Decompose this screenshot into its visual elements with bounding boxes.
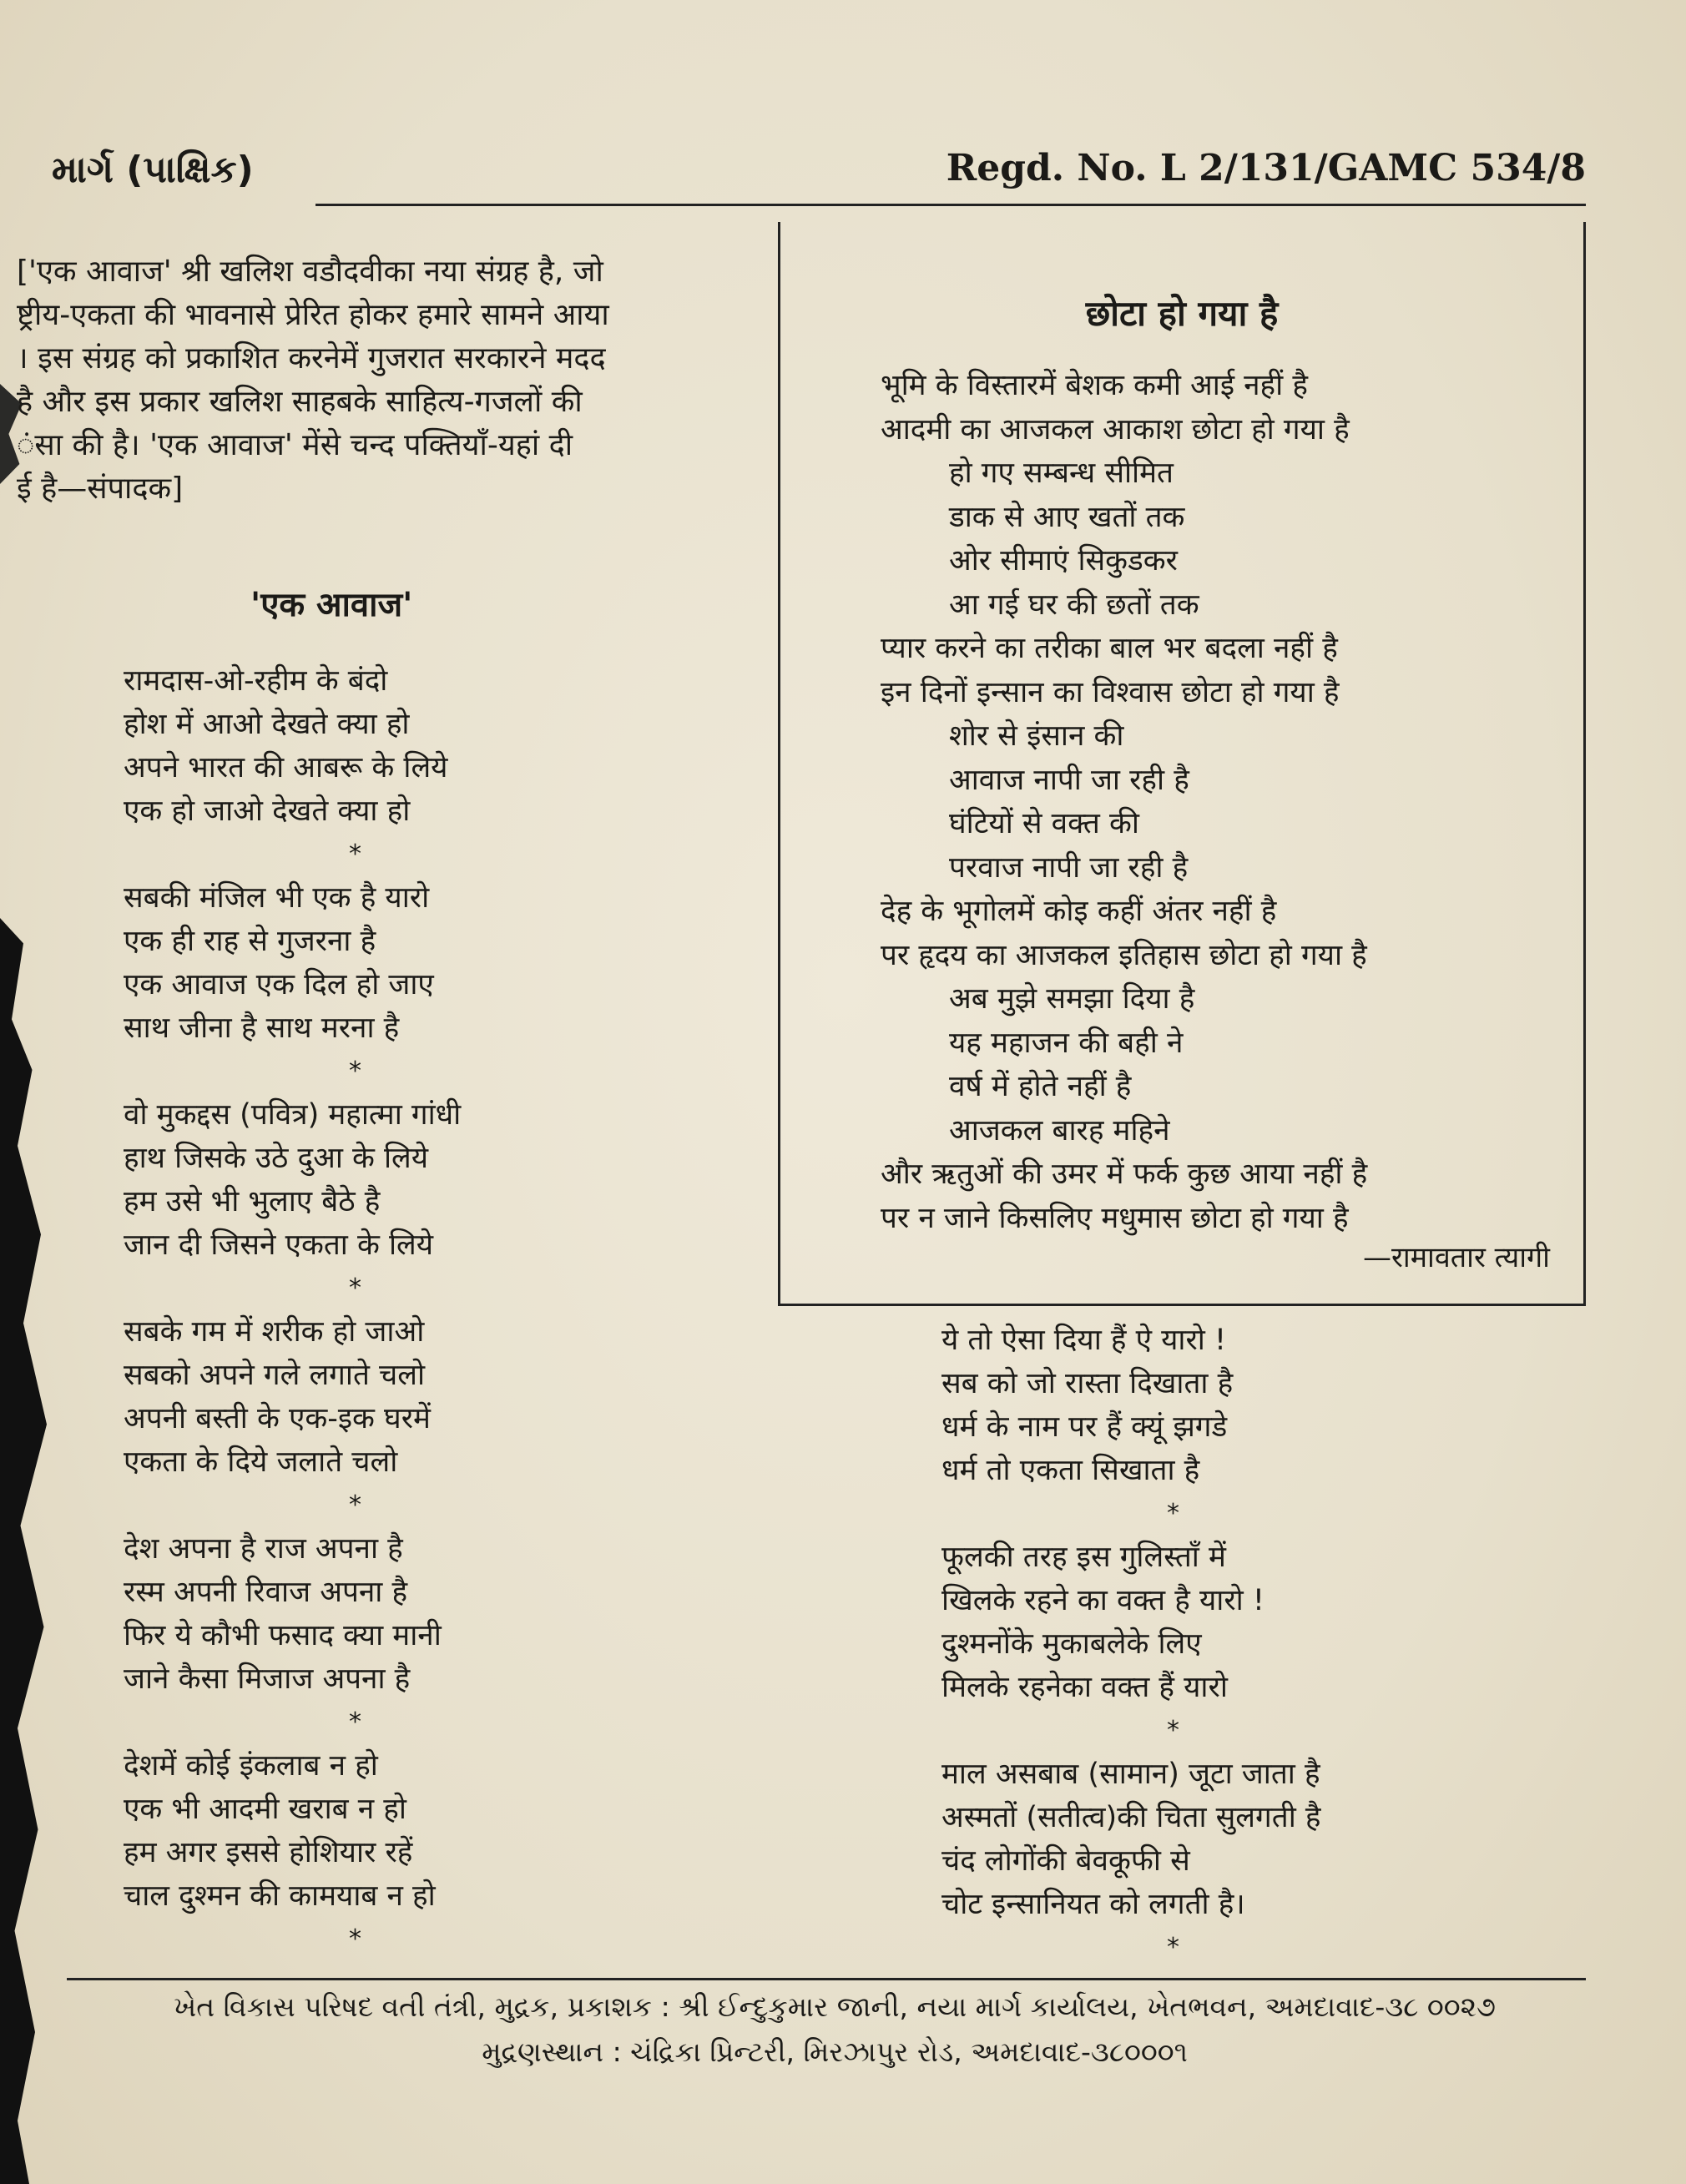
verse-line: साथ जीना है साथ मरना है xyxy=(124,1011,400,1045)
poem-line: और ऋतुओं की उमर में फर्क कुछ आया नहीं है xyxy=(881,1158,1368,1191)
verse-line: एक ही राह से गुजरना है xyxy=(124,925,376,958)
ek-awaz-title: 'एक आवाज' xyxy=(250,586,413,624)
verse-line: चाल दुश्मन की कामयाब न हो xyxy=(124,1879,436,1913)
verse-line: चोट इन्सानियत को लगती है। xyxy=(941,1888,1245,1921)
verse-line: एक भी आदमी खराब न हो xyxy=(124,1793,406,1826)
poem-line: प्यार करने का तरीका बाल भर बदला नहीं है xyxy=(881,632,1338,665)
verse-line: दुश्मनोंके मुकाबलेके लिए xyxy=(941,1627,1202,1661)
verse-line: रामदास-ओ-रहीम के बंदो xyxy=(124,664,388,698)
poem-line: डाक से आए खतों तक xyxy=(949,500,1185,534)
poem-line: परवाज नापी जा रही है xyxy=(949,850,1189,885)
verse-line: सबकी मंजिल भी एक है यारो xyxy=(124,881,430,915)
verse-line: सब को जो रास्ता दिखाता है xyxy=(941,1367,1234,1400)
stanza-separator: * xyxy=(349,1274,361,1303)
note-line: ['एक आवाज' श्री खलिश वडौदवीका नया संग्रह है, जो xyxy=(17,255,603,289)
note-line: ंसा की है। 'एक आवाज' मेंसे चन्द पक्तियाँ-यहां दी xyxy=(17,428,573,462)
stanza-separator: * xyxy=(349,1490,361,1520)
verse-line: फूलकी तरह इस गुलिस्ताँ में xyxy=(941,1541,1226,1574)
verse-line: हम अगर इससे होशियार रहें xyxy=(124,1836,413,1869)
poem-line: अब मुझे समझा दिया है xyxy=(949,982,1195,1016)
poem-line: आ गई घर की छतों तक xyxy=(949,588,1199,622)
verse-line: सबको अपने गले लगाते चलो xyxy=(124,1359,426,1392)
poem-line: घंटियों से वक्त की xyxy=(949,807,1139,840)
verse-line: चंद लोगोंकी बेवकूफी से xyxy=(941,1844,1190,1878)
poem-line: यह महाजन की बही ने xyxy=(949,1026,1184,1060)
stanza-separator: * xyxy=(349,840,361,869)
verse-line: एक हो जाओ देखते क्या हो xyxy=(124,794,411,828)
verse-line: माल असबाब (सामान) जूटा जाता है xyxy=(941,1758,1320,1791)
verse-line: देश अपना है राज अपना है xyxy=(124,1532,403,1566)
torn-edge xyxy=(0,918,58,2184)
verse-line: ये तो ऐसा दिया हैं ऐ यारो ! xyxy=(941,1324,1227,1357)
footer-publisher-line: ખેત વિકાસ પરિષદ વતી તંત્રી, મુદ્રક, પ્રકાશક : શ્રી ઈન્દુકુમાર જાની, નયા માર્ગ કાર્યાલય, ખેતભવન, અમદાવાદ-૩૮ ૦૦૨૭ xyxy=(174,1990,1496,2023)
boxed-poem-lines xyxy=(881,364,1550,1240)
verse-line: अपनी बस्ती के एक-इक घरमें xyxy=(124,1402,431,1435)
verse-line: खिलके रहने का वक्त है यारो ! xyxy=(941,1584,1264,1617)
verse-line: धर्म तो एकता सिखाता है xyxy=(941,1454,1200,1487)
poem-line: शोर से इंसान की xyxy=(949,719,1124,753)
stanza-separator: * xyxy=(1167,1499,1179,1528)
header-divider xyxy=(315,204,1586,206)
boxed-poem-title: छोटा हो गया है xyxy=(1085,293,1279,334)
ek-awaz-left-column xyxy=(124,659,461,1961)
ek-awaz-right-column xyxy=(941,1319,1320,1970)
verse-line: देशमें कोई इंकलाब न हो xyxy=(124,1749,378,1783)
boxed-poem xyxy=(778,222,1586,1306)
poem-line: पर हृदय का आजकल इतिहास छोटा हो गया है xyxy=(881,938,1367,972)
poem-line: आवाज नापी जा रही है xyxy=(949,763,1189,797)
verse-line: सबके गम में शरीक हो जाओ xyxy=(124,1315,425,1349)
verse-line: एक आवाज एक दिल हो जाए xyxy=(124,968,434,1001)
stanza-separator: * xyxy=(349,1057,361,1086)
verse-line: फिर ये कौभी फसाद क्या मानी xyxy=(124,1619,442,1652)
note-line: है और इस प्रकार खलिश साहबके साहित्य-गजलों की xyxy=(17,385,583,419)
verse-line: हाथ जिसके उठे दुआ के लिये xyxy=(124,1142,429,1175)
verse-line: वो मुकद्दस (पवित्र) महात्मा गांधी xyxy=(124,1098,462,1132)
boxed-poem-author: —रामावतार त्यागी xyxy=(1363,1241,1550,1274)
stanza-separator: * xyxy=(1167,1716,1179,1745)
verse-line: रस्म अपनी रिवाज अपना है xyxy=(124,1576,408,1609)
verse-line: धर्म के नाम पर हैं क्यूं झगडे xyxy=(941,1410,1228,1444)
footer-printer-line: મુદ્રણસ્થાન : ચંદ્રિકા પ્રિન્ટરી, મિરઝાપુર રોડ, અમદાવાદ-૩૮૦૦૦૧ xyxy=(482,2035,1188,2068)
stanza-separator: * xyxy=(349,1707,361,1737)
poem-line: पर न जाने किसलिए मधुमास छोटा हो गया है xyxy=(881,1201,1349,1235)
note-line: ई है—संपादक] xyxy=(17,472,184,506)
masthead-title: માર્ગ (પાક્ષિક) xyxy=(52,149,254,191)
verse-line: जाने कैसा मिजाज अपना है xyxy=(124,1662,411,1696)
verse-line: मिलके रहनेका वक्त हैं यारो xyxy=(941,1671,1228,1704)
poem-line: देह के भूगोलमें कोइ कहीं अंतर नहीं है xyxy=(881,895,1277,928)
stanza-separator: * xyxy=(349,1924,361,1954)
poem-line: आजकल बारह महिने xyxy=(949,1113,1170,1147)
note-line: । इस संग्रह को प्रकाशित करनेमें गुजरात सरकारने मदद xyxy=(17,341,606,376)
verse-line: होश में आओ देखते क्या हो xyxy=(124,708,410,741)
verse-line: अपने भारत की आबरू के लिये xyxy=(124,751,448,784)
poem-line: इन दिनों इन्सान का विश्वास छोटा हो गया है xyxy=(881,675,1340,709)
verse-line: एकता के दिये जलाते चलो xyxy=(124,1445,398,1479)
poem-line: वर्ष में होते नहीं है xyxy=(949,1070,1132,1103)
verse-line: हम उसे भी भुलाए बैठे है xyxy=(124,1185,381,1218)
poem-line: भूमि के विस्तारमें बेशक कमी आई नहीं है xyxy=(881,369,1308,402)
footer-divider xyxy=(67,1978,1586,1980)
verse-line: अस्मतों (सतीत्व)की चिता सुलगती है xyxy=(941,1801,1321,1834)
registration-number: Regd. No. L 2/131/GAMC 534/8 xyxy=(946,147,1586,189)
verse-line: जान दी जिसने एकता के लिये xyxy=(124,1228,434,1262)
poem-line: हो गए सम्बन्ध सीमित xyxy=(949,456,1174,490)
note-line: ष्ट्रीय-एकता की भावनासे प्रेरित होकर हमारे सामने आया xyxy=(17,298,609,332)
poem-line: ओर सीमाएं सिकुडकर xyxy=(949,544,1178,578)
stanza-separator: * xyxy=(1167,1933,1179,1962)
poem-line: आदमी का आजकल आकाश छोटा हो गया है xyxy=(881,412,1350,446)
editor-note xyxy=(17,250,743,511)
